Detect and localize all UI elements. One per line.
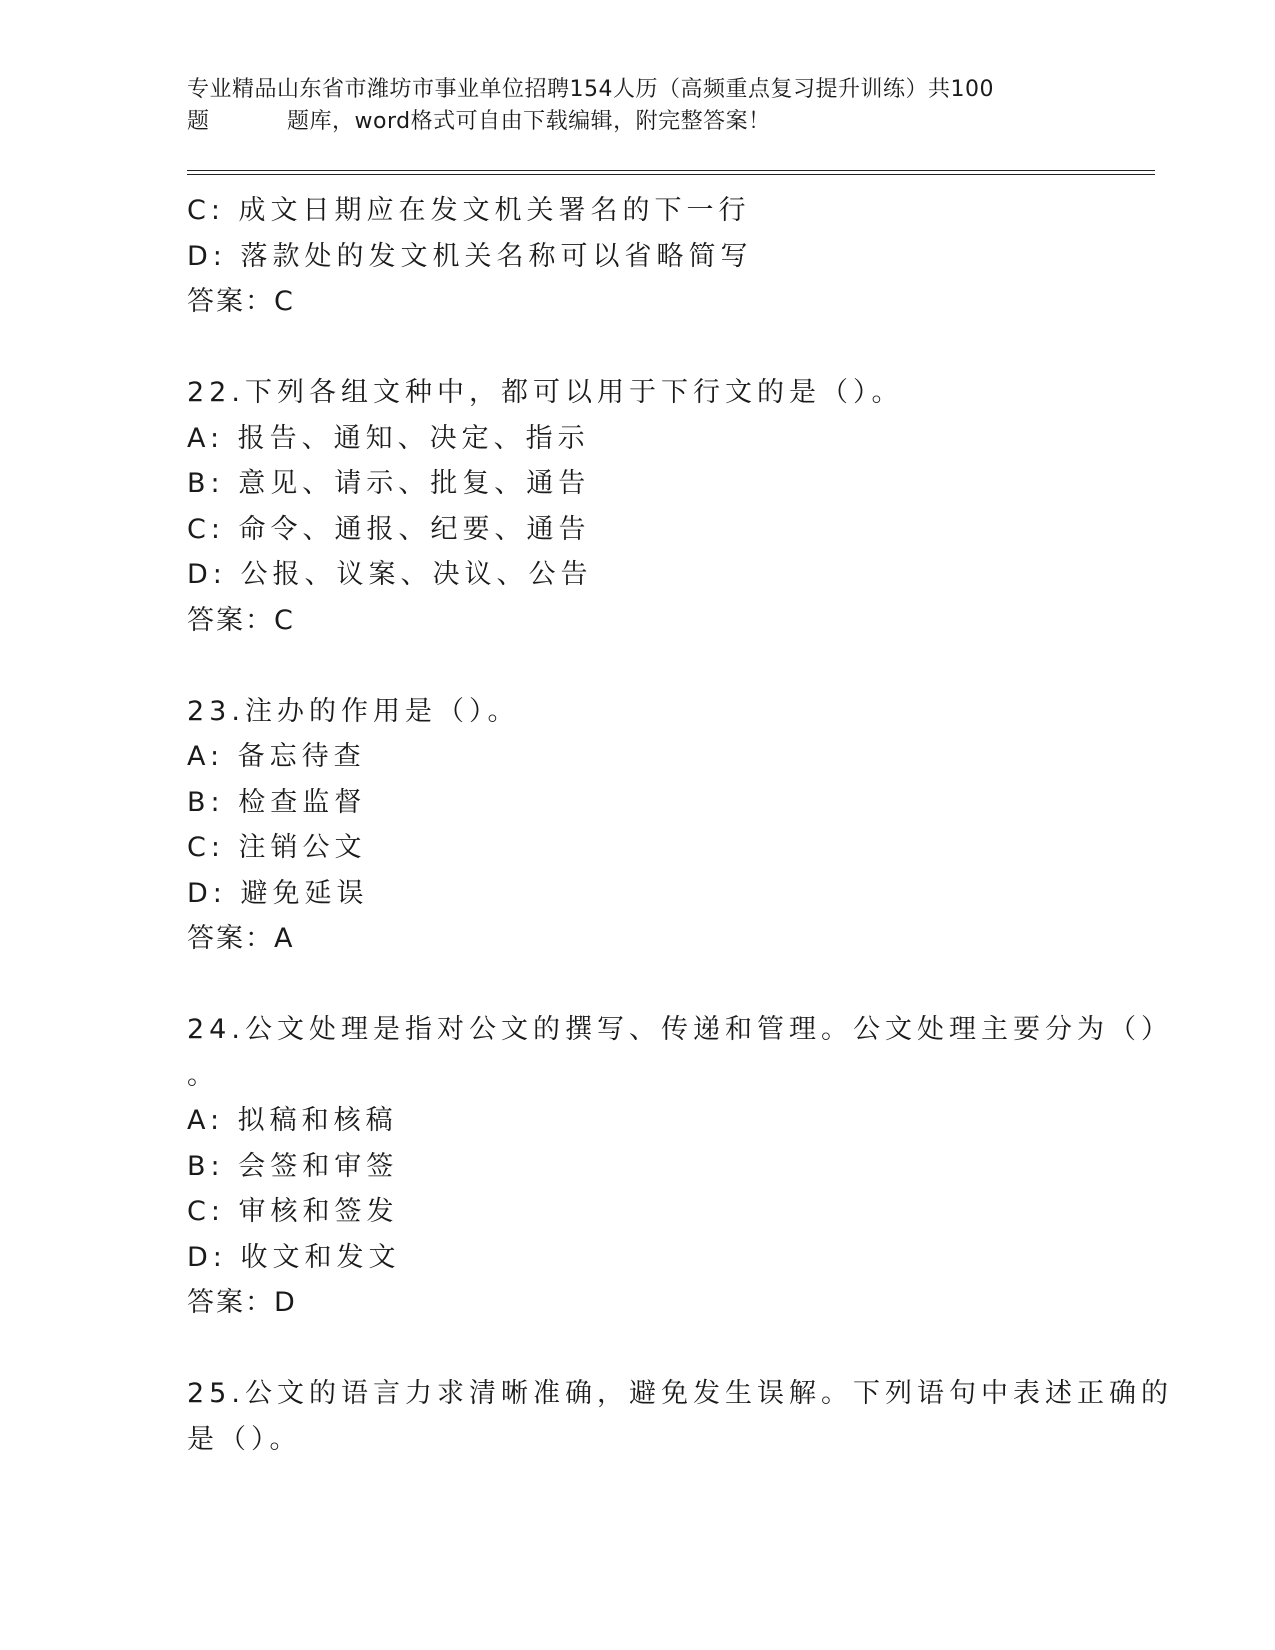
header-line-2-text: 题库，word格式可自由下载编辑，附完整答案！ (287, 109, 771, 134)
header-line-2-lead: 题 (187, 109, 210, 134)
spacer (187, 643, 1087, 689)
spacer (187, 325, 1087, 371)
header-title-line-1: 专业精品山东省市潍坊市事业单位招聘154人历（高频重点复习提升训练）共100 (187, 77, 994, 102)
option-d-q21: D: 落款处的发文机关名称可以省略简写 (187, 240, 753, 272)
answer-q21: 答案：C (187, 286, 295, 317)
option-a-q22: A: 报告、通知、决定、指示 (187, 422, 590, 454)
header-title-line-2 (187, 106, 1087, 138)
document-header (187, 74, 1087, 138)
spacer (187, 1326, 1087, 1372)
question-25: 25.公文的语言力求清晰准确，避免发生误解。下列语句中表述正确的 (187, 1378, 1173, 1409)
answer-q23: 答案：A (187, 923, 295, 954)
spacer (187, 962, 1087, 1008)
question-23: 23.注办的作用是（）。 (187, 695, 520, 727)
option-b-q24: B: 会签和审签 (187, 1150, 399, 1182)
option-d-q22: D: 公报、议案、决议、公告 (187, 559, 593, 590)
header-divider-bottom (187, 174, 1155, 175)
question-24-continued: 。 (187, 1059, 219, 1091)
option-b-q22: B: 意见、请示、批复、通告 (187, 468, 591, 499)
question-24: 24.公文处理是指对公文的撰写、传递和管理。公文处理主要分为（） (187, 1014, 1173, 1045)
header-divider-top (187, 170, 1155, 171)
option-c-q24: C: 审核和签发 (187, 1196, 399, 1227)
option-c-q22: C: 命令、通报、纪要、通告 (187, 513, 591, 545)
question-22: 22.下列各组文种中，都可以用于下行文的是（）。 (187, 377, 904, 408)
option-d-q23: D: 避免延误 (187, 877, 369, 909)
option-b-q23: B: 检查监督 (187, 786, 367, 818)
answer-q24: 答案：D (187, 1287, 297, 1318)
option-d-q24: D: 收文和发文 (187, 1241, 401, 1273)
option-c-q21: C: 成文日期应在发文机关署名的下一行 (187, 195, 751, 226)
document-body (187, 188, 1173, 1462)
option-a-q24: A: 拟稿和核稿 (187, 1105, 398, 1136)
option-c-q23: C: 注销公文 (187, 832, 367, 863)
question-25-continued: 是（）。 (187, 1423, 302, 1455)
option-a-q23: A: 备忘待查 (187, 741, 366, 772)
answer-q22: 答案：C (187, 604, 295, 636)
